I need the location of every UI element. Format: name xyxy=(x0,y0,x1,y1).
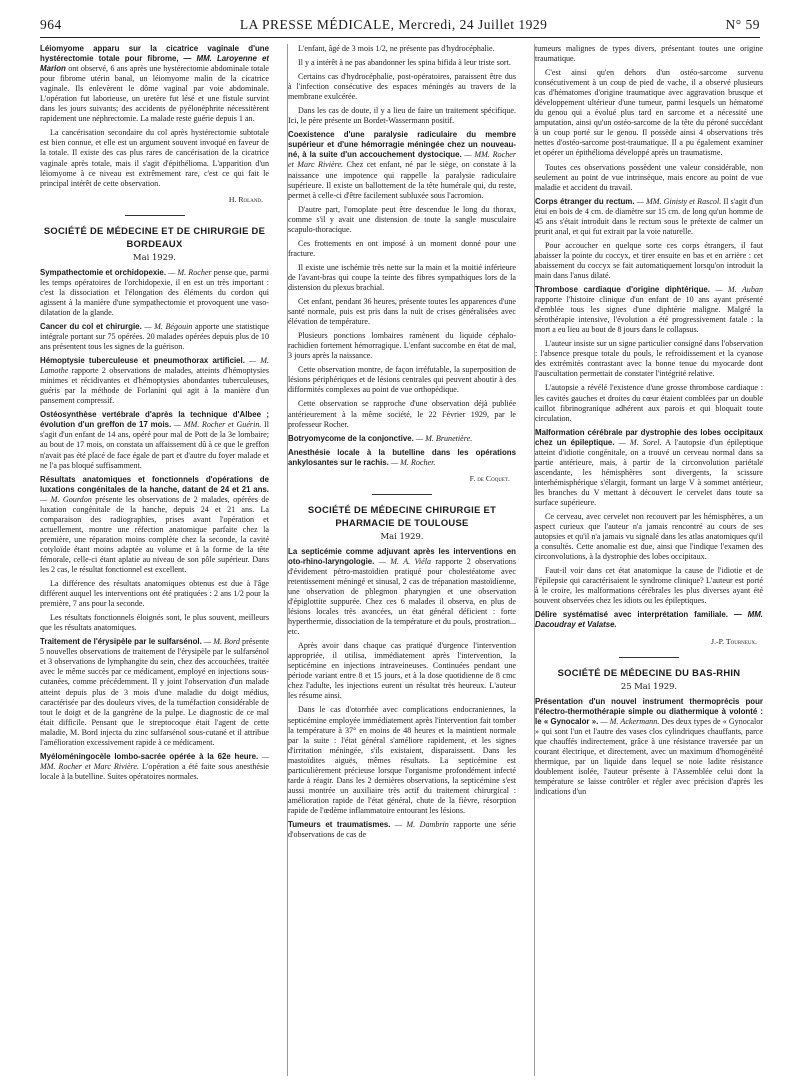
signature: H. Roland. xyxy=(228,194,263,204)
paragraph: Cette observation montre, de façon irréfutable, la superposition de lésions périphériques et de lésions centrales qui peuvent aboutir à des difformités complexes au point de vue orthopédique. xyxy=(288,365,516,395)
paragraph: Coexistence d'une paralysie radiculaire du membre supérieur et d'une hémorragie méningée chez un nouveau-né, à la suite d'un accouchement dystocique. — MM. Rocher et Marc Rivière. Chez cet enfant, né par le siège, on constate à la naissance une impotence qui rappelle la paralysie radiculaire supérieure. Il existe un ballottement de la tête humérale qui, du reste, permet à celle-ci d'être facilement subluxée sous l'acromion. xyxy=(288,130,516,200)
paragraph: Botryomycome de la conjonctive. — M. Brunetière. xyxy=(288,433,473,443)
paragraph: La différence des résultats anatomiques obtenus est due à l'âge différent auquel les interventions ont été pratiquées : 2 ans 1/2 pour la première, 7 ans pour la seconde. xyxy=(40,579,269,609)
paragraph: Les résultats fonctionnels éloignés sont, le plus souvent, meilleurs que les résultats anatomiques. xyxy=(40,613,269,633)
column-2 xyxy=(287,44,516,1076)
page-number: 964 xyxy=(40,17,62,32)
section-rule xyxy=(619,657,679,658)
section-rule xyxy=(125,215,185,216)
signature: J.-P. Tourneux. xyxy=(711,636,757,646)
paragraph: Corps étranger du rectum. — MM. Ginisty et Rascol. Il s'agit d'un étui en bois de 4 cm. de diamètre sur 15 cm. de long qu'un homme de 45 ans s'était introduit dans le rectum sous le prétexte de calmer un prurit anal, et qui fut extrait par la voie naturelle. xyxy=(535,196,763,236)
section-rule xyxy=(372,494,432,495)
paragraph: Cette observation se rapproche d'une observation déjà publiée antérieurement à la même société, le 22 Février 1929, par le professeur Rocher. xyxy=(288,399,516,429)
paragraph: Dans les cas de doute, il y a lieu de faire un traitement spécifique. Ici, le père présente un Bordet-Wassermann positif. xyxy=(288,106,516,126)
paragraph: Délire systématisé avec interprétation familiale. — MM. Dacoudray et Valatse. xyxy=(535,610,763,630)
signature: F. de Coquet. xyxy=(469,473,510,483)
society-date: 25 Mai 1929. xyxy=(620,680,678,691)
paragraph: Toutes ces observations possèdent une valeur considérable, non seulement au point de vue intrinsèque, mais encore au point de vue maladie et accident du travail. xyxy=(535,162,763,192)
paragraph: Sympathectomie et orchidopexie. — M. Rocher pense que, parmi les temps opératoires de l'orchidopexie, il en est un très important : c'est la dissociation et l'élongation des éléments du cordon qui agissent à la manière d'une sympathectomie et provoquent une vaso-dilatation de la glande. xyxy=(40,267,269,317)
paragraph: Il y a intérêt à ne pas abandonner les spina bifida à leur triste sort. xyxy=(298,58,511,68)
society-date: Mai 1929. xyxy=(133,251,176,262)
journal-title: LA PRESSE MÉDICALE, Mercredi, 24 Juillet 1929 xyxy=(239,17,548,32)
column-3 xyxy=(534,44,763,1076)
paragraph: L'autopsie a révélé l'existence d'une grosse thrombose cardiaque : les cavités gauches et droites du cœur étaient comblées par un double caillot fibrinogranique adhérent aux parois et qui bloquait toute circulation. xyxy=(535,383,763,423)
page-header xyxy=(40,14,760,36)
paragraph: tumeurs malignes de types divers, présentant toutes une origine traumatique. xyxy=(535,44,763,64)
paragraph: Cancer du col et chirurgie. — M. Bégouin apporte une statistique intégrale portant sur 75 opérées. 20 malades opérées depuis plus de 10 ans présentent tous les signes de la guérison. xyxy=(40,321,269,352)
paragraph: Plusieurs ponctions lombaires ramènent du liquide céphalo-rachidien fortement hémorragique. L'enfant succombe en état de mal, 3 jours après la naissance. xyxy=(288,331,516,361)
paragraph: C'est ainsi qu'en dehors d'un ostéo-sarcome survenu consécutivement à un coup de pied de vache, il a observé plusieurs cas d'hématomes d'origine traumatique avec aggravation brusque et développement ultérieur d'une tumeur, parmi lesquels un hématome du genou qui a évolué plus tard en sarcome et a nécessité une amputation, ainsi qu'un ostéo-sarcome de la tête du péroné succédant à un coup porté sur le genou. Il possède ainsi 4 observations très nettes d'ostéo-sarcome post-traumatique. Il a pu également examiner et opérer un épithélioma développé après un traumatisme. xyxy=(535,68,763,158)
paragraph: Tumeurs et traumatismes. — M. Dambrin rapporte une série d'observations de cas de xyxy=(288,820,516,840)
header-rule xyxy=(40,37,760,38)
paragraph: Ce cerveau, avec cervelet non recouvert par les hémisphères, a un aspect curieux que l'auteur n'a jamais rencontré au cours de ses autopsies et qu'il n'a jamais vu signalé dans les atlas anatomiques qu'il a consultés. Cette anomalie est due, ainsi que l'indique l'examen des circonvolutions, à la dystrophie des lobes occipitaux. xyxy=(535,512,763,562)
paragraph: La septicémie comme adjuvant après les interventions en oto-rhino-laryngologie. — M. A. Viéla rapporte 2 observations d'évidement pétro-mastoïdien pratiqué pour cholestéatome avec retentissement méningé et sinusal, 2 cas de trépanation mastoïdienne, une observation de phlegmon pharyngien et une observation d'épiglottite suppurée. Chez ces 6 malades il observa, en plus de lésions locales très avancées, un état général déficient : forte hyperthermie, dissociation de la température et du pouls, prostration... etc. xyxy=(288,546,516,637)
column-1 xyxy=(40,44,269,1076)
paragraph: La cancérisation secondaire du col après hystérectomie subtotale est bien connue, et elle est un argument souvent invoqué en faveur de la totale. Il existe des cas plus rares de cancérisation de la cicatrice vaginale après totale, mais il s'agit d'épithélioma. L'apparition d'un léiomyome à ce niveau est extrêmement rare, c'est ce qui fait le principal intérêt de cette observation. xyxy=(40,128,269,188)
article-columns xyxy=(40,44,764,1076)
paragraph: Thrombose cardiaque d'origine diphtérique. — M. Auban rapporte l'histoire clinique d'un enfant de 10 ans ayant présenté d'emblée tous les signes d'une diphtérie maligne. Malgré la sérothérapie intensive, l'évolution a été progressivement fatale : la mort a eu lieu au bout de 8 jours dans le collapsus. xyxy=(535,285,763,335)
society-title: SOCIÉTÉ DE MÉDECINE DU BAS-RHIN xyxy=(557,666,741,678)
paragraph: L'auteur insiste sur un signe particulier consigné dans l'observation : l'absence presque totale du pouls, le refroidissement et la cyanose des extrémités contrastant avec la bonne tenue du myocarde dont l'auscultation permettait de constater l'intégrité relative. xyxy=(535,339,763,379)
paragraph: Ces frottements en ont imposé à un moment donné pour une fracture. xyxy=(288,238,516,258)
society-date: Mai 1929. xyxy=(380,530,424,541)
paragraph: D'autre part, l'omoplate peut être descendue le long du thorax, comme s'il y avait une distension de toute la sangle musculaire scapulo-thoracique. xyxy=(288,204,516,234)
paragraph: Myéloméningocèle lombo-sacrée opérée à la 62e heure. — MM. Rocher et Marc Rivière. L'opération a été faite sous anesthésie locale à la butelline. Suites opératoires normales. xyxy=(40,751,269,781)
paragraph: Ostéosynthèse vertébrale d'après la technique d'Albee ; évolution d'un greffon de 17 mois. — MM. Rocher et Guérin. Il s'agit d'un enfant de 14 ans, opéré pour mal de Pott de la 3e lombaire; au bout de 17 mois, on constata un affaissement dû à ce que le greffon n'avait pas été placé de face égale de part et d'autre du foyer malade et ne l'a pas bloqué suffisamment. xyxy=(40,410,269,470)
society-title: SOCIÉTÉ DE MÉDECINE CHIRURGIE ET PHARMACIE DE TOULOUSE xyxy=(307,503,497,528)
paragraph: Pour accoucher en quelque sorte ces corps étrangers, il faut abaisser la pointe du coccyx, et tirer ensuite en bas et en arrière : cet abaissement du coccyx se fait automatiquement lorsqu'on introduit la main dans l'anus dilaté. xyxy=(535,240,763,280)
paragraph: Léiomyome apparu sur la cicatrice vaginale d'une hystérectomie totale pour fibrome, — MM. Laroyenne et Marion ont observé, 6 ans après une hystérectomie abdominale totale pour fibrome utérin banal, un léiomyome malin de la cicatrice vaginale. Ils enlevèrent le dôme vaginal par voie abdominale. L'opération fut laborieuse, un uretère fut lésé et une fistule survint dans les jours suivants; des accidents de pyélonéphrite nécessitèrent rapidement une néphrectomie. La malade reste guérie depuis 1 an. xyxy=(40,44,269,124)
society-title: SOCIÉTÉ DE MÉDECINE ET DE CHIRURGIE DE BORDEAUX xyxy=(43,224,266,249)
issue-number: N° 59 xyxy=(725,17,760,32)
paragraph: Après avoir dans chaque cas pratiqué d'urgence l'intervention appropriée, il utilisa, immédiatement après l'intervention, la septicémine en injections intraveineuses. Continuées pendant une période variant entre 8 et 15 jours, et à la dose quotidienne de 8 cmc chez l'adulte, les injections eurent un résultat très heureux. L'auteur les résume ainsi. xyxy=(288,641,516,701)
paragraph: Certains cas d'hydrocéphalie, post-opératoires, paraissent être dus à l'infection consécutive des espaces méningés au travers de la membrane exulcérée. xyxy=(288,72,516,102)
paragraph: Dans le cas d'otorrhée avec complications endocraniennes, la septicémine employée immédiatement après l'intervention fait tomber la température à 37° en moins de 48 heures et la maintient normale par la suite : l'état général s'améliore rapidement, et les signes d'irritation méningée, s'ils existaient, disparaissent. Dans les mastoïdites aiguës, mêmes résultats. La septicémine est particulièrement précieuse lorsque l'organisme profondément infecté tarde à réagir. Dans les 2 dernières observations, la septicémine s'est aussi montrée un auxiliaire très actif du traitement chirurgical : amélioration rapide de l'état général, chute de la fièvre, résorption rapide de l'œdème inflammatoire entourant les lésions. xyxy=(288,705,516,815)
paragraph: Malformation cérébrale par dystrophie des lobes occipitaux chez un épileptique. — M. Sorel. A l'autopsie d'un épileptique atteint d'idiotie congénitale, on a trouvé un cerveau normal dans sa partie antérieure, mais, à partir de la circonvolution pariétale ascendante, les hémisphères sont divergents, la scissure interhémisphérique s'élargit, formant un large V à sommet antérieur, les branches du V mettant à découvert le cervelet dans toute sa surface supérieure. xyxy=(535,427,763,507)
paragraph: Résultats anatomiques et fonctionnels d'opérations de luxations congénitales de la hanche, datant de 24 et 21 ans. — M. Gourdon présente les observations de 2 malades, opérées de luxation congénitale de la hanche, depuis 24 et 21 ans. La comparaison des radiographies, prises avant l'opération et actuellement, montre une réfection anatomique parfaite chez la première, une réparation moins complète chez la seconde, la cavité cotyloïde étant moins adaptée au volume et à la forme de la tête fémorale, celle-ci étant aplatie au niveau de son pôle supérieur. Dans les 2 cas, le résultat fonctionnel est excellent. xyxy=(40,474,269,575)
paragraph: L'enfant, âgé de 3 mois 1/2, ne présente pas d'hydrocéphalie. xyxy=(298,44,495,53)
paragraph: Cet enfant, pendant 36 heures, présente toutes les apparences d'une santé normale, puis est pris dans la nuit de crises généralisées avec élévation de température. xyxy=(288,297,516,327)
paragraph: Anesthésie locale à la butelline dans les opérations ankylosantes sur le rachis. — M. Rocher. xyxy=(288,447,516,467)
paragraph: Hémoptysie tuberculeuse et pneumothorax artificiel. — M. Lamothe rapporte 2 observations de malades, atteints d'hémoptysies minimes et récidivantes et d'hémoptysies abondantes tuberculeuses, guéris par la méthode de Forlanini qui agit à la manière d'un pansement compressif. xyxy=(40,356,269,406)
paragraph: Traitement de l'érysipèle par le sulfarsénol. — M. Bord présente 5 nouvelles observations de traitement de l'érysipèle par le sulfarsénol et 3 observations de lymphangite du sein, chez des accouchées, traitée avec le même succès par ce médicament, employé en injections sous-cutanées, comme précédemment. Il y joint l'observation d'un malade atteint depuis plus de 3 mois d'une maladie du doigt médius, caractérisée par des douleurs vives, de la tuméfaction considérable de tout le doigt et de la gangrène de la pulpe. Le diagnostic de ce mal était difficile. Pensant que le streptocoque était l'agent de cette maladie, M. Bord injecta du zinc sulfarsénol sous-cutané et il attribue l'amélioration excessivement rapide à ce médicament. xyxy=(40,637,269,747)
paragraph: Faut-il voir dans cet état anatomique la cause de l'idiotie et de l'épilepsie qui caractérisaient le syndrome clinique? L'auteur est porté à le croire, les malformations cérébrales les plus diverses ayant été souvent observées chez les idiots ou les épileptiques. xyxy=(535,566,763,606)
paragraph: Il existe une ischémie très nette sur la main et la moitié inférieure de l'avant-bras qui coupe la teinte des fibres sympathiques lors de la distension du plexus brachial. xyxy=(288,262,516,292)
paragraph: Présentation d'un nouvel instrument thermoprécis pour l'électro-thermothérapie simple ou diathermique à volonté : le « Gynocalor ». — M. Ackermann. Des deux types de « Gynocalor » qui sont l'un et l'autre des vases clos cylindriques chauffants, parce que chauffés indirectement, grâce à une résistance traversée par un courant électrique, et directement, avec un maximum d'homogénéité thermique, par un liquide dans lequel se noie ladite résistance doublement isolée, l'auteur présente à l'Assemblée celui dont la température se laisse contrôler et régler avec précision d'après les indications d'un xyxy=(535,696,763,796)
